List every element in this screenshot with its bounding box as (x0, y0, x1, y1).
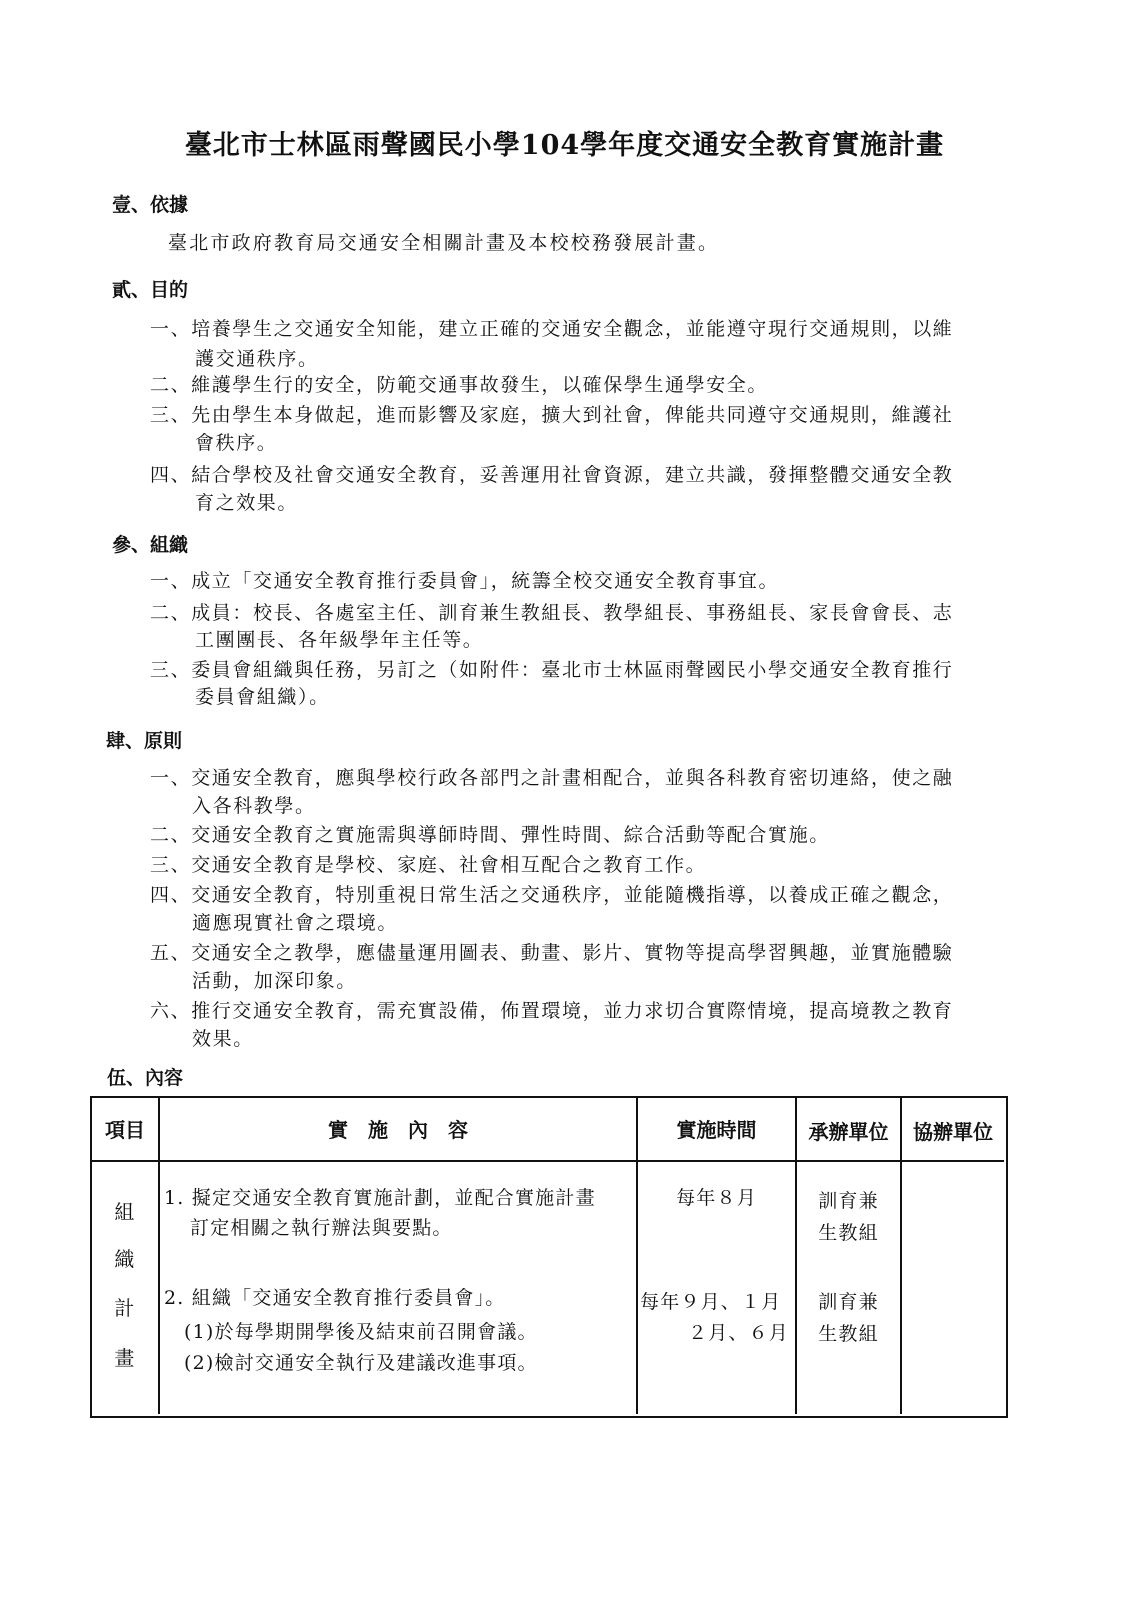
s4-item-6-line2: 效果。 (192, 1028, 254, 1050)
s4-item-5-line2: 活動，加深印象。 (192, 970, 357, 992)
content-2-line3: (2)檢討交通安全執行及建議改進事項。 (184, 1352, 538, 1374)
s2-item-3-line1: 三、先由學生本身做起，進而影響及家庭，擴大到社會，俾能共同遵守交通規則，維護社 (150, 404, 954, 426)
time-2-line1: 每年９月、１月 (640, 1291, 782, 1313)
s4-item-5-line1: 五、交通安全之教學，應儘量運用圖表、動畫、影片、實物等提高學習興趣，並實施體驗 (150, 942, 954, 964)
section-3-heading: 參、組織 (112, 534, 189, 556)
time-2-line2: ２月、６月 (688, 1322, 790, 1344)
section-4-heading: 肆、原則 (106, 730, 183, 752)
s4-item-6-line1: 六、推行交通安全教育，需充實設備，佈置環境，並力求切合實際情境，提高境教之教育 (150, 1000, 954, 1022)
section-2-heading: 貳、目的 (112, 279, 189, 301)
th-item: 項目 (105, 1118, 145, 1142)
s2-item-2-line1: 二、維護學生行的安全，防範交通事故發生，以確保學生通學安全。 (150, 374, 769, 396)
unit-2-line1: 訓育兼 (818, 1291, 879, 1313)
section-1-text: 臺北市政府教育局交通安全相關計畫及本校校務發展計畫。 (168, 232, 720, 254)
s2-item-1-line1: 一、培養學生之交通安全知能，建立正確的交通安全觀念，並能遵守現行交通規則，以維 (150, 318, 954, 340)
th-content: 實 施 內 容 (328, 1118, 468, 1142)
content-1-line2: 訂定相關之執行辦法與要點。 (190, 1217, 453, 1239)
unit-2-line2: 生教組 (818, 1323, 879, 1345)
s2-item-3-line2: 會秩序。 (195, 432, 278, 454)
s3-item-2-line2: 工團團長、各年級學年主任等。 (195, 629, 484, 651)
s2-item-4-line2: 育之效果。 (195, 492, 299, 514)
s3-item-3-line2: 委員會組織）。 (195, 686, 330, 708)
th-time: 實施時間 (676, 1118, 757, 1142)
s2-item-1-line2: 護交通秩序。 (195, 348, 319, 370)
s4-item-1-line1: 一、交通安全教育，應與學校行政各部門之計畫相配合，並與各科教育密切連絡，使之融 (150, 767, 954, 789)
section-5-heading: 伍、內容 (107, 1067, 184, 1089)
category-char: 計 (114, 1296, 136, 1320)
s4-item-4-line1: 四、交通安全教育，特別重視日常生活之交通秩序，並能隨機指導，以養成正確之觀念， (150, 884, 954, 906)
table-divider (158, 1097, 160, 1414)
category-char: 組 (114, 1200, 136, 1224)
s2-item-4-line1: 四、結合學校及社會交通安全教育，妥善運用社會資源，建立共識，發揮整體交通安全教 (150, 464, 954, 486)
s3-item-3-line1: 三、委員會組織與任務，另訂之（如附件：臺北市士林區雨聲國民小學交通安全教育推行 (150, 659, 954, 681)
content-1-line1: 1. 擬定交通安全教育實施計劃，並配合實施計畫 (164, 1187, 596, 1209)
content-2-line2: (1)於每學期開學後及結束前召開會議。 (184, 1321, 538, 1343)
s4-item-1-line2: 入各科教學。 (192, 795, 316, 817)
s3-item-2-line1: 二、成員：校長、各處室主任、訓育兼生教組長、教學組長、事務組長、家長會會長、志 (150, 602, 954, 624)
unit-1-line1: 訓育兼 (818, 1190, 879, 1212)
section-1-heading: 壹、依據 (112, 194, 189, 216)
s4-item-2-line1: 二、交通安全教育之實施需與導師時間、彈性時間、綜合活動等配合實施。 (150, 824, 830, 846)
category-char: 畫 (114, 1346, 136, 1370)
s3-item-1-line1: 一、成立「交通安全教育推行委員會」，統籌全校交通安全教育事宜。 (150, 570, 780, 592)
th-assist: 協辦單位 (913, 1120, 993, 1144)
unit-1-line2: 生教組 (818, 1222, 879, 1244)
category-char: 織 (114, 1247, 136, 1271)
th-unit: 承辦單位 (808, 1120, 889, 1144)
table-divider (636, 1097, 638, 1414)
s4-item-4-line2: 適應現實社會之環境。 (192, 912, 399, 934)
content-2-line1: 2. 組織「交通安全教育推行委員會」。 (164, 1287, 506, 1309)
table-divider (92, 1160, 1004, 1162)
time-1: 每年８月 (676, 1187, 757, 1209)
page-title: 臺北市士林區雨聲國民小學104學年度交通安全教育實施計畫 (184, 130, 945, 161)
s4-item-3-line1: 三、交通安全教育是學校、家庭、社會相互配合之教育工作。 (150, 854, 707, 876)
